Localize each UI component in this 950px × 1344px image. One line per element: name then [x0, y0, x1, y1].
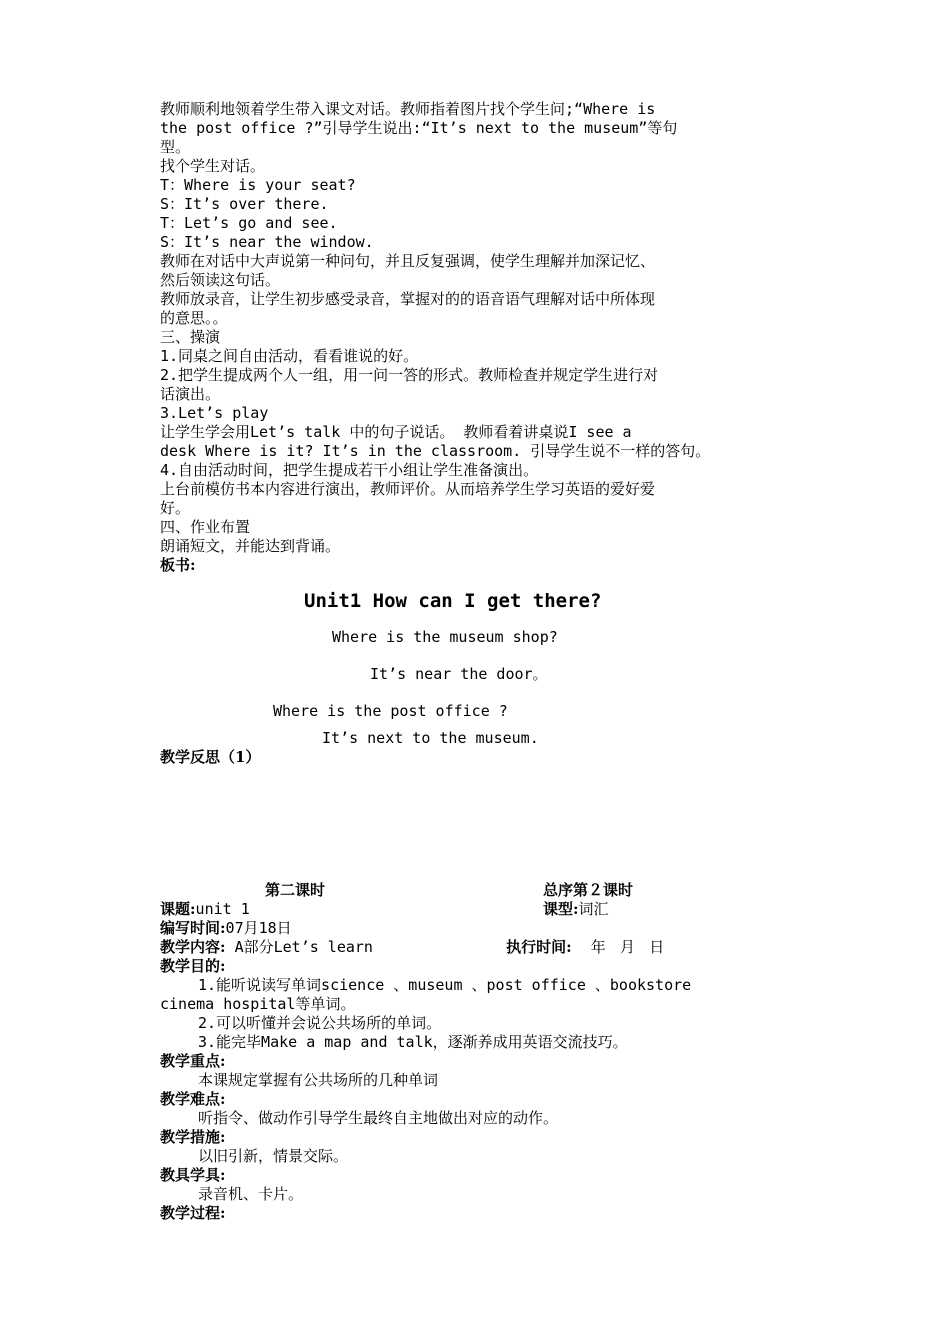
goal-item: 1.能听说读写单词science 、museum 、post office 、bookstore	[198, 976, 692, 994]
board-line: Where is the museum shop?	[332, 628, 558, 646]
text-line: 教师放录音，让学生初步感受录音，掌握对的的语音语气理解对话中所体现	[160, 290, 656, 308]
reflection-heading: 教学反思（1）	[160, 748, 261, 766]
dialogue-line: T：Let’s go and see.	[160, 214, 338, 232]
text-line: 的意思。。	[160, 309, 228, 327]
text-line: 教师在对话中大声说第一种问句，并且反复强调，使学生理解并加深记忆、	[160, 252, 656, 270]
text-line: 让学生学会用Let’s talk 中的句子说话。 教师看着讲桌说I see a	[160, 423, 632, 441]
topic-label: 课题:	[160, 900, 196, 918]
board-line: It’s near the door。	[370, 665, 548, 683]
period-title: 第二课时	[265, 881, 326, 899]
board-line: It’s next to the museum.	[322, 729, 539, 747]
dialogue-line: S：It’s over there.	[160, 195, 329, 213]
method-value: 以旧引新，情景交际。	[198, 1147, 349, 1165]
text-line: 教师顺利地领着学生带入课文对话。教师指着图片找个学生问;“Where is	[160, 100, 656, 118]
type-value: 词汇	[578, 900, 609, 918]
goals-label: 教学目的:	[160, 957, 226, 975]
goal-item: cinema hospital等单词。	[160, 995, 356, 1013]
text-line: 然后领读这句话。	[160, 271, 281, 289]
text-line: 朗诵短文，并能达到背诵。	[160, 537, 341, 555]
text-line: the post office ?”引导学生说出:“It’s next to the museum”等句	[160, 119, 678, 137]
text-line: 3.Let’s play	[160, 404, 269, 422]
write-row	[160, 919, 800, 938]
key-label: 教学重点:	[160, 1052, 226, 1070]
difficulty-label: 教学难点:	[160, 1090, 226, 1108]
difficulty-value: 听指令、做动作引导学生最终自主地做出对应的动作。	[198, 1109, 559, 1127]
tools-label: 教具学具:	[160, 1166, 226, 1184]
topic-value: unit 1	[195, 900, 250, 918]
type-row	[543, 900, 609, 919]
topic-row	[160, 900, 800, 919]
tools-value: 录音机、卡片。	[198, 1185, 304, 1203]
text-line: 好。	[160, 499, 191, 517]
section-heading: 四、作业布置	[160, 518, 251, 536]
section-heading: 三、操演	[160, 328, 221, 346]
text-line: 4.自由活动时间，把学生提成若干小组让学生准备演出。	[160, 461, 539, 479]
board-label: 板书:	[160, 556, 196, 574]
write-label: 编写时间:	[160, 919, 226, 937]
dialogue-line: S：It’s near the window.	[160, 233, 374, 251]
method-label: 教学措施:	[160, 1128, 226, 1146]
write-value: 07月18日	[225, 919, 292, 937]
dialogue-line: T：Where is your seat?	[160, 176, 356, 194]
text-line: 2.把学生提成两个人一组，用一问一答的形式。教师检查并规定学生进行对	[160, 366, 659, 384]
board-line: Where is the post office ?	[273, 702, 508, 720]
board-title: Unit1 How can I get there?	[304, 590, 602, 612]
text-line: 型。	[160, 138, 191, 156]
text-line: 话演出。	[160, 385, 221, 403]
exec-value: 年 月 日	[571, 938, 665, 956]
text-line: 1.同桌之间自由活动，看看谁说的好。	[160, 347, 419, 365]
content-value: A部分Let’s learn	[225, 938, 373, 956]
goal-item: 2.可以听懂并会说公共场所的单词。	[198, 1014, 442, 1032]
type-label: 课型:	[543, 900, 579, 918]
content-label: 教学内容:	[160, 938, 226, 956]
text-line: 上台前模仿书本内容进行演出，教师评价。从而培养学生学习英语的爱好爱	[160, 480, 656, 498]
key-value: 本课规定掌握有公共场所的几种单词	[198, 1071, 439, 1089]
content-row	[160, 938, 800, 957]
exec-label: 执行时间:	[506, 938, 572, 956]
goal-item: 3.能完毕Make a map and talk，逐渐养成用英语交流技巧。	[198, 1033, 628, 1051]
text-line: desk Where is it? It’s in the classroom. 引导学生说不一样的答句。	[160, 442, 711, 460]
text-line: 找个学生对话。	[160, 157, 266, 175]
serial-title: 总序第２课时	[543, 881, 634, 899]
process-label: 教学过程:	[160, 1204, 226, 1222]
